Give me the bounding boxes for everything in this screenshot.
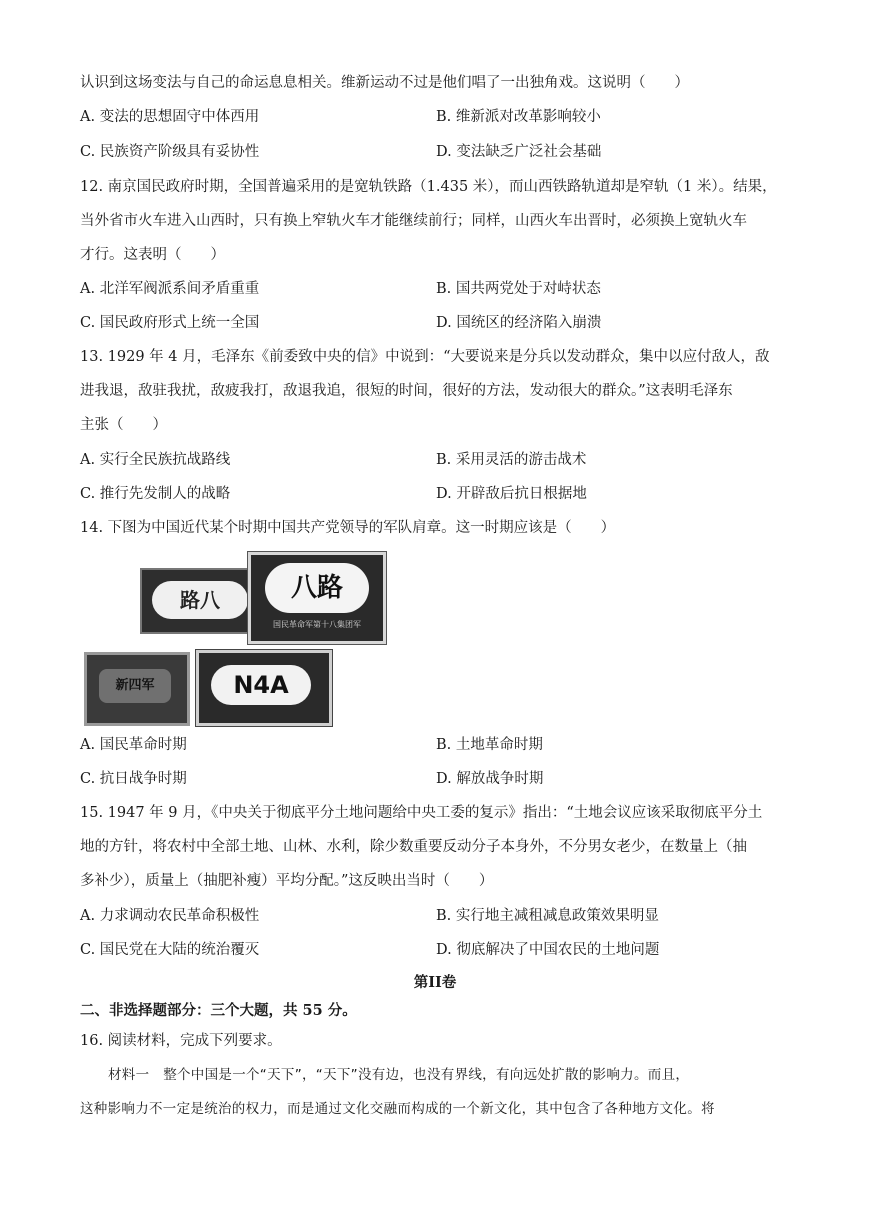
section-title: 二、非选择题部分：三个大题，共 55 分。 bbox=[80, 1002, 357, 1019]
badge-balu-small bbox=[140, 568, 262, 634]
q13-option-d[interactable]: D. 开辟敌后抗日根据地 bbox=[436, 486, 587, 502]
q13-option-b[interactable]: B. 采用灵活的游击战术 bbox=[436, 452, 587, 468]
q12-option-c[interactable]: C. 国民政府形式上统一全国 bbox=[80, 315, 260, 331]
q14-option-c[interactable]: C. 抗日战争时期 bbox=[80, 771, 187, 787]
q15-stem-line2: 地的方针，将农村中全部土地、山林、水利，除少数重要反动分子本身外，不分男女老少，在数量上（抽 bbox=[80, 839, 747, 855]
q11-option-a[interactable]: A. 变法的思想固守中体西用 bbox=[80, 109, 260, 125]
badge-xinsijun bbox=[84, 652, 190, 726]
q14-option-d[interactable]: D. 解放战争时期 bbox=[436, 771, 544, 787]
badge-balu-large bbox=[248, 552, 386, 644]
shoulder-badge-image bbox=[80, 548, 390, 728]
badge-balu-large-caption: 国民革命军第十八集团军 bbox=[273, 620, 361, 629]
q12-stem-line2: 当外省市火车进入山西时，只有换上窄轨火车才能继续前行；同样，山西火车出晋时，必须换上宽轨火车 bbox=[80, 213, 747, 229]
q16-stem-line1: 16. 阅读材料，完成下列要求。 bbox=[80, 1033, 282, 1049]
q11-stem-continued: 认识到这场变法与自己的命运息息相关。维新运动不过是他们唱了一出独角戏。这说明（ ） bbox=[80, 75, 689, 91]
volume-heading: 第II卷 bbox=[413, 974, 457, 991]
badge-balu-large-text: 八路 bbox=[265, 563, 369, 613]
q14-option-a[interactable]: A. 国民革命时期 bbox=[80, 737, 187, 753]
q15-option-b[interactable]: B. 实行地主减租减息政策效果明显 bbox=[436, 908, 659, 924]
q12-stem-line1: 12. 南京国民政府时期，全国普遍采用的是宽轨铁路（1.435 米），而山西铁路轨道却是窄轨（1 米）。结果， bbox=[80, 179, 777, 195]
badge-n4a bbox=[196, 650, 332, 726]
badge-xinsijun-text: 新四军 bbox=[99, 669, 171, 703]
q13-stem-line1: 13. 1929 年 4 月，毛泽东《前委致中央的信》中说到：“大要说来是分兵以发动群众，集中以应付敌人，敌 bbox=[80, 349, 770, 365]
q13-stem-line3: 主张（ ） bbox=[80, 417, 167, 433]
q14-option-b[interactable]: B. 土地革命时期 bbox=[436, 737, 543, 753]
badge-n4a-text: N4A bbox=[211, 665, 311, 705]
q12-option-b[interactable]: B. 国共两党处于对峙状态 bbox=[436, 281, 601, 297]
q16-material-line2: 这种影响力不一定是统治的权力，而是通过文化交融而构成的一个新文化，其中包含了各种地方文化。将 bbox=[80, 1101, 715, 1117]
q12-option-a[interactable]: A. 北洋军阀派系间矛盾重重 bbox=[80, 281, 260, 297]
q15-option-c[interactable]: C. 国民党在大陆的统治覆灭 bbox=[80, 942, 260, 958]
q15-stem-line3: 多补少），质量上（抽肥补瘦）平均分配。”这反映出当时（ ） bbox=[80, 873, 494, 889]
q11-option-b[interactable]: B. 维新派对改革影响较小 bbox=[436, 109, 601, 125]
q11-option-d[interactable]: D. 变法缺乏广泛社会基础 bbox=[436, 144, 602, 160]
q14-stem-line1: 14. 下图为中国近代某个时期中国共产党领导的军队肩章。这一时期应该是（ ） bbox=[80, 520, 616, 536]
q15-option-d[interactable]: D. 彻底解决了中国农民的土地问题 bbox=[436, 942, 660, 958]
q13-stem-line2: 进我退，敌驻我扰，敌疲我打，敌退我追，很短的时间，很好的方法，发动很大的群众。”这表明毛泽东 bbox=[80, 383, 733, 399]
badge-balu-small-text: 路八 bbox=[152, 581, 248, 619]
q11-option-c[interactable]: C. 民族资产阶级具有妥协性 bbox=[80, 144, 260, 160]
q13-option-c[interactable]: C. 推行先发制人的战略 bbox=[80, 486, 231, 502]
q12-stem-line3: 才行。这表明（ ） bbox=[80, 247, 225, 263]
q16-material-line1: 材料一 整个中国是一个“天下”，“天下”没有边，也没有界线，有向远处扩散的影响力。而且， bbox=[108, 1067, 690, 1083]
q15-option-a[interactable]: A. 力求调动农民革命积极性 bbox=[80, 908, 260, 924]
q13-option-a[interactable]: A. 实行全民族抗战路线 bbox=[80, 452, 231, 468]
q15-stem-line1: 15. 1947 年 9 月，《中央关于彻底平分土地问题给中央工委的复示》指出：“土地会议应该采取彻底平分土 bbox=[80, 805, 763, 821]
q12-option-d[interactable]: D. 国统区的经济陷入崩溃 bbox=[436, 315, 602, 331]
